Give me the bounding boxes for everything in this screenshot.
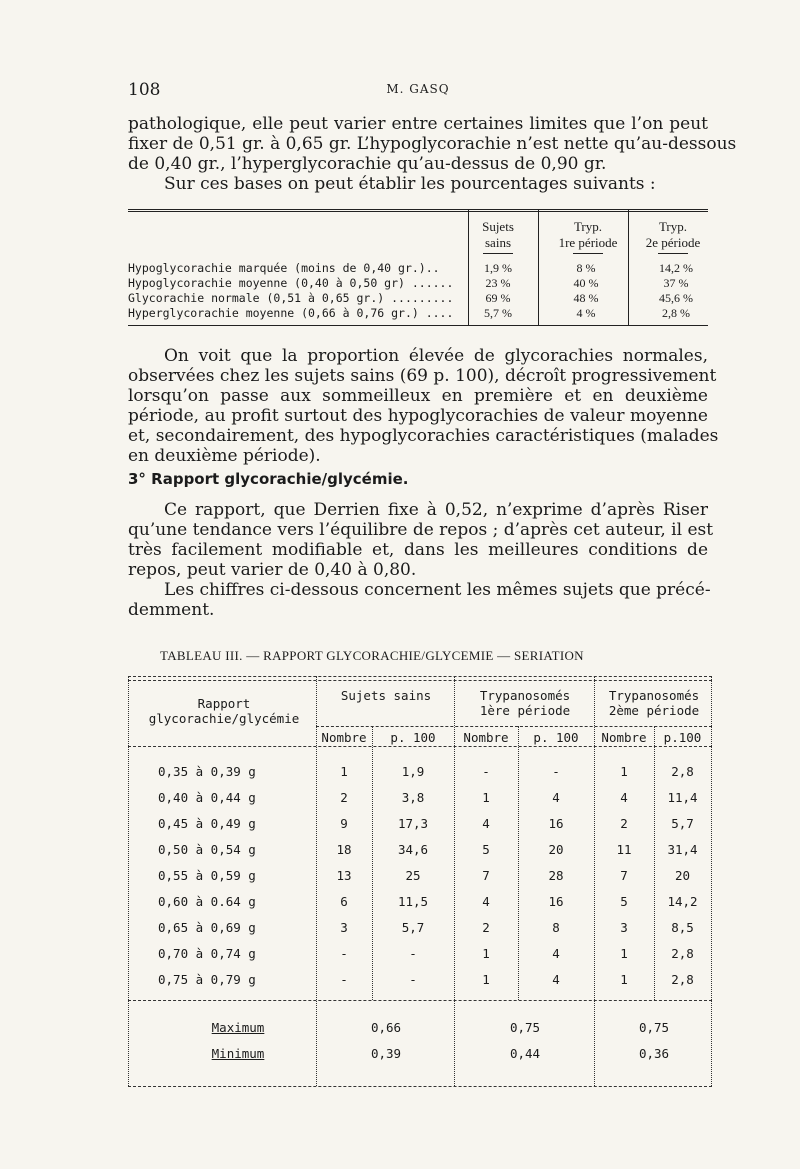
text-line: Les chiffres ci-dessous concernent les mêmes sujets que précé-	[164, 580, 711, 600]
group-header	[456, 688, 594, 718]
cell-value: 2	[340, 790, 348, 805]
text-line: et, secondairement, des hypoglycorachies caractéristiques (malades	[128, 426, 719, 446]
page-header	[128, 80, 708, 100]
subheader-percent: p. 100	[533, 730, 579, 745]
subheader-count: Nombre	[321, 730, 367, 745]
cell-value: 1	[482, 972, 490, 987]
cell-value: 5,7	[671, 816, 694, 831]
subheader-percent: p. 100	[390, 730, 436, 745]
subheader-count: Nombre	[463, 730, 509, 745]
table-rule	[128, 1086, 712, 1087]
cell-value: 1	[482, 790, 490, 805]
text-line: repos, peut varier de 0,40 à 0,80.	[128, 560, 417, 580]
cell-value: 9	[340, 816, 348, 831]
cell-value: 2,8	[671, 946, 694, 961]
table-rule	[128, 209, 708, 210]
row-range: 0,65 à 0,69 g	[158, 920, 256, 935]
cell-value: 69 %	[485, 291, 511, 305]
header-line: 1re période	[558, 235, 618, 250]
cell-value: 4	[552, 946, 560, 961]
cell-value: 4	[482, 894, 490, 909]
cell-value: 31,4	[667, 842, 698, 857]
cell-value: 2,8 %	[662, 306, 690, 320]
text-line: Sur ces bases on peut établir les pourcentages suivants :	[164, 174, 656, 194]
cell-value: 0,39	[370, 1046, 402, 1061]
row-label: Hypoglycorachie moyenne (0,40 à 0,50 gr) ......	[128, 276, 454, 290]
text-line: fixer de 0,51 gr. à 0,65 gr. L’hypoglycorachie n’est nette qu’au-dessous	[128, 134, 737, 154]
header-line: 2e période	[645, 235, 701, 250]
cell-value: 16	[548, 894, 564, 909]
cell-value: 6	[340, 894, 348, 909]
row-range: 0,55 à 0,59 g	[158, 868, 256, 883]
header-underline	[483, 253, 513, 254]
cell-value: 1	[620, 764, 628, 779]
ratio-seriation-table	[128, 676, 712, 1090]
column-divider	[128, 676, 129, 1086]
header-underline	[573, 253, 603, 254]
cell-value: 4	[620, 790, 628, 805]
text-line: pathologique, elle peut varier entre certaines limites que l’on peut	[128, 114, 708, 134]
cell-value: 0,66	[370, 1020, 402, 1035]
cell-value: 1	[340, 764, 348, 779]
row-label: Hypoglycorachie marquée (moins de 0,40 gr.)..	[128, 261, 440, 275]
cell-value: 11	[616, 842, 632, 857]
header-line: Sujets sains	[340, 688, 432, 703]
cell-value: 3	[620, 920, 628, 935]
cell-value: 0,36	[638, 1046, 670, 1061]
cell-value: 16	[548, 816, 564, 831]
cell-value: 3	[340, 920, 348, 935]
column-header	[543, 219, 633, 251]
cell-value: 1	[620, 972, 628, 987]
cell-value: 4	[552, 972, 560, 987]
row-label: Hyperglycorachie moyenne (0,66 à 0,76 gr.) ....	[128, 306, 454, 320]
table-row	[128, 276, 708, 292]
column-header	[628, 219, 718, 251]
row-range: 0,75 à 0,79 g	[158, 972, 256, 987]
cell-value: 3,8	[401, 790, 425, 805]
table-rule	[316, 726, 712, 727]
cell-value: 11,4	[667, 790, 698, 805]
cell-value: 48 %	[573, 291, 599, 305]
table-title: TABLEAU III. — RAPPORT GLYCORACHIE/GLYCEMIE — SERIATION	[160, 648, 584, 663]
paragraph-2	[128, 174, 708, 194]
cell-value: 0,75	[509, 1020, 541, 1035]
cell-value: 5,7	[401, 920, 425, 935]
row-range: 0,50 à 0,54 g	[158, 842, 256, 857]
page-number: 108	[128, 80, 161, 100]
cell-value: 18	[336, 842, 352, 857]
paragraph-4	[128, 500, 714, 580]
text-line: de 0,40 gr., l’hyperglycorachie qu’au-dessus de 0,90 gr.	[128, 154, 607, 174]
cell-value: 14,2 %	[659, 261, 693, 275]
table-rule	[128, 211, 708, 212]
cell-value: 5,7 %	[484, 306, 512, 320]
cell-value: 17,3	[397, 816, 429, 831]
paragraph-5	[128, 580, 711, 620]
header-line: glycorachie/glycémie	[148, 711, 300, 726]
text-line: très facilement modifiable et, dans les meilleures conditions de	[128, 540, 708, 560]
header-line: Rapport	[197, 696, 251, 711]
cell-value: 20	[548, 842, 564, 857]
cell-value: 8,5	[671, 920, 694, 935]
cell-value: 2,8	[671, 972, 694, 987]
cell-value: 4	[552, 790, 560, 805]
row-range: 0,70 à 0,74 g	[158, 946, 256, 961]
cell-value: -	[552, 764, 560, 779]
cell-value: -	[340, 972, 348, 987]
cell-value: 2	[620, 816, 628, 831]
text-line: lorsqu’on passe aux sommeilleux en première et en deuxième	[128, 386, 708, 406]
table-rule	[128, 746, 712, 747]
group-header	[596, 688, 712, 718]
table-row	[128, 306, 708, 322]
row-label-maximum: Maximum	[211, 1020, 265, 1035]
header-line: sains	[485, 235, 511, 250]
text-line: On voit que la proportion élevée de glycorachies normales,	[164, 346, 708, 366]
cell-value: 0,75	[638, 1020, 670, 1035]
row-range: 0,45 à 0,49 g	[158, 816, 256, 831]
cell-value: 28	[548, 868, 564, 883]
row-label: Glycorachie normale (0,51 à 0,65 gr.) .........	[128, 291, 454, 305]
header-line: Trypanosomés	[479, 688, 571, 703]
running-head: M. GASQ	[386, 82, 450, 96]
cell-value: 2	[482, 920, 490, 935]
row-range: 0,40 à 0,44 g	[158, 790, 256, 805]
cell-value: 5	[620, 894, 628, 909]
cell-value: 8 %	[576, 261, 596, 275]
subheader-count: Nombre	[601, 730, 647, 745]
text-line: qu’une tendance vers l’équilibre de repos ; d’après cet auteur, il est	[128, 520, 714, 540]
row-range: 0,60 à 0.64 g	[158, 894, 256, 909]
paragraph-1	[128, 114, 737, 174]
table-rule	[128, 680, 712, 681]
header-line: 2ème période	[608, 703, 700, 718]
text-line: demment.	[128, 600, 215, 620]
cell-value: 8	[552, 920, 560, 935]
row-label-minimum: Minimum	[211, 1046, 265, 1061]
header-line: Tryp.	[658, 219, 688, 234]
cell-value: 2,8	[671, 764, 694, 779]
cell-value: 1	[620, 946, 628, 961]
cell-value: 1,9 %	[484, 261, 512, 275]
cell-value: 7	[482, 868, 490, 883]
cell-value: -	[482, 764, 490, 779]
cell-value: 7	[620, 868, 628, 883]
cell-value: 11,5	[397, 894, 429, 909]
group-header	[318, 688, 454, 703]
header-line: Trypanosomés	[608, 688, 700, 703]
text-line: observées chez les sujets sains (69 p. 100), décroît progressivement	[128, 366, 717, 386]
cell-value: -	[409, 972, 417, 987]
table-row	[128, 261, 708, 277]
row-header	[134, 696, 314, 726]
cell-value: 1,9	[401, 764, 425, 779]
cell-value: 0,44	[509, 1046, 541, 1061]
cell-value: 4	[482, 816, 490, 831]
text-line: période, au profit surtout des hypoglycorachies de valeur moyenne	[128, 406, 708, 426]
cell-value: 40 %	[573, 276, 599, 290]
section-heading: 3° Rapport glycorachie/glycémie.	[128, 470, 409, 488]
row-range: 0,35 à 0,39 g	[158, 764, 256, 779]
cell-value: 1	[482, 946, 490, 961]
cell-value: 25	[405, 868, 421, 883]
table-rule	[128, 676, 712, 677]
cell-value: 4 %	[576, 306, 596, 320]
text-line: Ce rapport, que Derrien fixe à 0,52, n’exprime d’après Riser	[164, 500, 708, 520]
cell-value: 23 %	[485, 276, 511, 290]
cell-value: 45,6 %	[659, 291, 693, 305]
header-line: 1ère période	[479, 703, 571, 718]
cell-value: -	[340, 946, 348, 961]
column-header	[458, 219, 538, 251]
cell-value: 14,2	[667, 894, 698, 909]
cell-value: 20	[674, 868, 691, 883]
header-line: Sujets	[482, 219, 514, 234]
cell-value: 5	[482, 842, 490, 857]
header-underline	[658, 253, 688, 254]
header-line: Tryp.	[573, 219, 603, 234]
cell-value: 13	[336, 868, 352, 883]
cell-value: -	[409, 946, 417, 961]
table-rule	[128, 1000, 712, 1001]
cell-value: 34,6	[397, 842, 429, 857]
subheader-percent: p.100	[663, 730, 702, 745]
paragraph-3	[128, 346, 719, 466]
cell-value: 37 %	[663, 276, 689, 290]
text-line: en deuxième période).	[128, 446, 321, 466]
table-row	[128, 291, 708, 307]
table-rule	[128, 325, 708, 326]
